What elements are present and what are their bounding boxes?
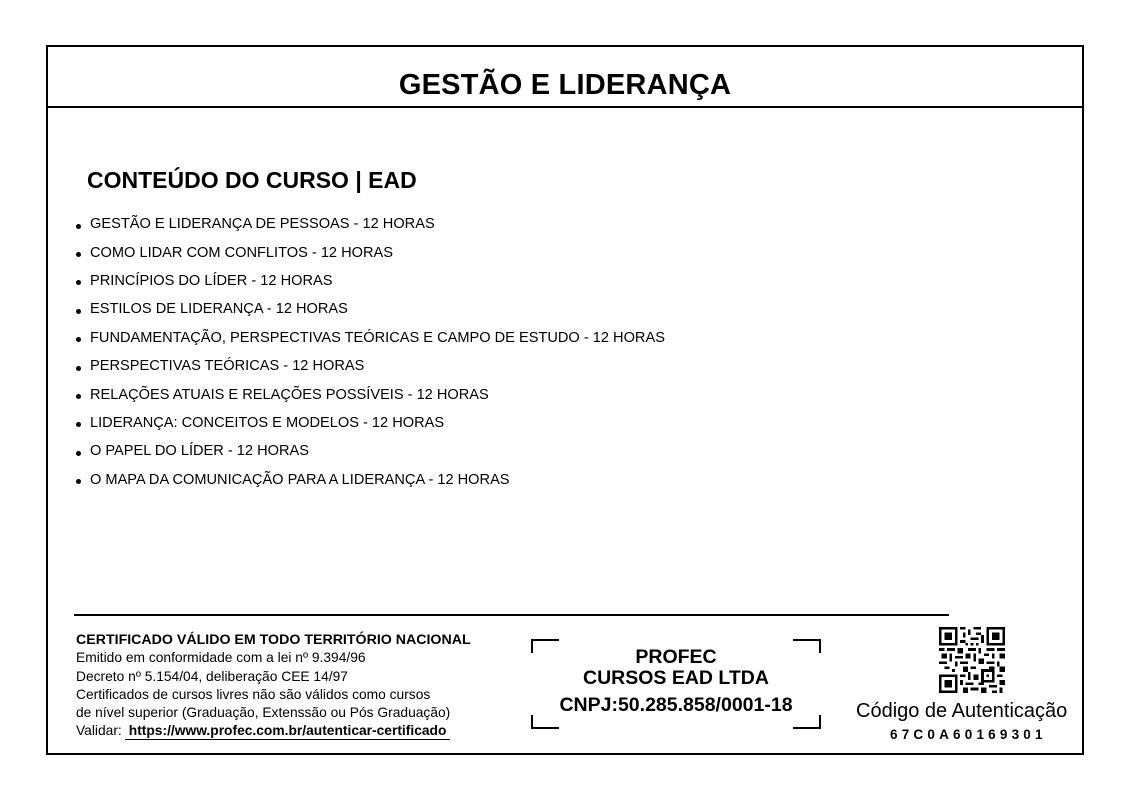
section-heading: CONTEÚDO DO CURSO | EAD <box>87 167 417 193</box>
bullet-icon <box>76 337 81 342</box>
list-item <box>76 267 665 295</box>
corner-bracket-icon <box>793 715 821 729</box>
list-item <box>76 352 665 380</box>
corner-bracket-icon <box>531 715 559 729</box>
list-item <box>76 210 665 238</box>
validity-headline: CERTIFICADO VÁLIDO EM TODO TERRITÓRIO NACIONAL <box>76 632 471 648</box>
course-label: O MAPA DA COMUNICAÇÃO PARA A LIDERANÇA - 12 HORAS <box>90 471 510 488</box>
bullet-icon <box>76 451 81 456</box>
qr-code-icon[interactable] <box>938 627 1006 693</box>
course-list <box>76 210 665 494</box>
course-label: O PAPEL DO LÍDER - 12 HORAS <box>90 443 309 460</box>
list-item <box>76 324 665 352</box>
list-item <box>76 437 665 465</box>
course-label: FUNDAMENTAÇÃO, PERSPECTIVAS TEÓRICAS E CAMPO DE ESTUDO - 12 HORAS <box>90 329 665 346</box>
validate-link[interactable]: https://www.profec.com.br/autenticar-certificado <box>125 723 451 740</box>
validity-line: de nível superior (Graduação, Extenssão ou Pós Graduação) <box>76 705 451 721</box>
bullet-icon <box>76 394 81 399</box>
company-stamp <box>531 639 821 729</box>
validity-line: Decreto nº 5.154/04, deliberação CEE 14/97 <box>76 668 348 684</box>
list-item <box>76 409 665 437</box>
course-label: LIDERANÇA: CONCEITOS E MODELOS - 12 HORAS <box>90 414 445 431</box>
company-cnpj: CNPJ:50.285.858/0001-18 <box>559 694 793 716</box>
list-item <box>76 380 665 408</box>
course-label: PRINCÍPIOS DO LÍDER - 12 HORAS <box>90 272 333 289</box>
bullet-icon <box>76 280 81 285</box>
footer-divider <box>74 614 949 616</box>
course-label: RELAÇÕES ATUAIS E RELAÇÕES POSSÍVEIS - 12 HORAS <box>90 386 489 403</box>
validate-label: Validar: <box>76 723 122 739</box>
company-text <box>531 647 821 716</box>
list-item <box>76 295 665 323</box>
bullet-icon <box>76 479 81 484</box>
list-item <box>76 238 665 266</box>
validity-line: Emitido em conformidade com a lei nº 9.394/96 <box>76 650 366 666</box>
company-name-line1: PROFEC <box>635 646 717 668</box>
course-label: GESTÃO E LIDERANÇA DE PESSOAS - 12 HORAS <box>90 216 435 233</box>
validity-line: Certificados de cursos livres não são válidos como cursos <box>76 686 431 702</box>
company-name-line2: CURSOS EAD LTDA <box>583 667 769 689</box>
validity-block <box>76 631 471 741</box>
bullet-icon <box>76 422 81 427</box>
list-item <box>76 466 665 494</box>
authentication-label: Código de Autenticação <box>856 700 1068 722</box>
title-bar <box>48 47 1082 108</box>
bullet-icon <box>76 252 81 257</box>
course-label: ESTILOS DE LIDERANÇA - 12 HORAS <box>90 301 348 318</box>
bullet-icon <box>76 309 81 314</box>
bullet-icon <box>76 366 81 371</box>
course-label: COMO LIDAR COM CONFLITOS - 12 HORAS <box>90 244 393 261</box>
authentication-code: 67C0A60169301 <box>890 727 1047 742</box>
certificate-frame <box>46 45 1084 755</box>
course-label: PERSPECTIVAS TEÓRICAS - 12 HORAS <box>90 358 365 375</box>
bullet-icon <box>76 224 81 229</box>
certificate-title: GESTÃO E LIDERANÇA <box>398 69 732 101</box>
validate-row <box>76 722 471 740</box>
